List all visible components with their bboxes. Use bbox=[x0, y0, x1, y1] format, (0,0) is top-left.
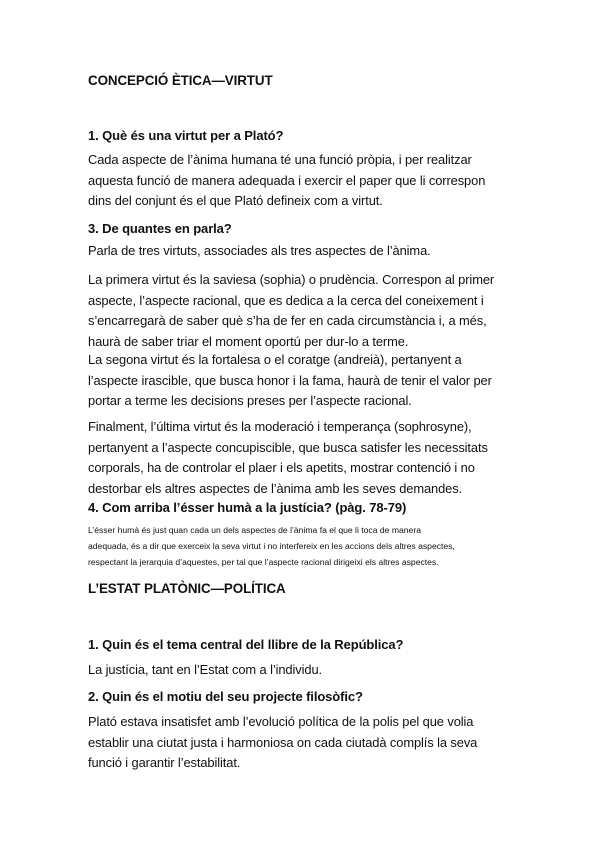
paragraph-ultima-virtut bbox=[88, 417, 548, 499]
paragraph-line: destorbar els altres aspectes de l’ànima amb les seves demandes. bbox=[88, 480, 463, 496]
answer-line: aquesta funció de manera adequada i exercir el paper que li correspon bbox=[88, 172, 486, 188]
question-2-motiu: 2. Quin és el motiu del seu projecte filosòfic? bbox=[88, 689, 363, 704]
paragraph-primera-virtut bbox=[88, 270, 548, 352]
answer-line: respectant la jerarquia d’aquestes, per tal que l’aspecte racional dirigeixi els altres aspectes. bbox=[88, 557, 439, 568]
paragraph-line: corporals, ha de controlar el plaer i els apetits, mostrar contenció i no bbox=[88, 460, 475, 475]
paragraph-line: pertanyent a l’aspecte concupiscible, que busca satisfer les necessitats bbox=[88, 439, 488, 455]
question-1-virtut: 1. Què és una virtut per a Plató? bbox=[88, 128, 284, 143]
answer-line: Cada aspecte de l’ànima humana té una funció pròpia, i per realitzar bbox=[88, 152, 472, 167]
paragraph-line: s’encarregarà de saber què s’ha de fer en cada circumstància i, a més, bbox=[88, 313, 487, 328]
answer-line: Plató estava insatisfet amb l’evolució política de la polis pel que volia bbox=[88, 714, 474, 729]
answer-3-quantes bbox=[88, 241, 548, 262]
answer-line: La justícia, tant en l’Estat com a l’individu. bbox=[88, 662, 322, 677]
question-1-tema: 1. Quin és el tema central del llibre de la República? bbox=[88, 637, 404, 652]
answer-4-justicia bbox=[88, 522, 548, 571]
answer-line: dins del conjunt és el que Plató defineix com a virtut. bbox=[88, 193, 383, 208]
answer-line: funció i garantir l’estabilitat. bbox=[88, 755, 241, 770]
paragraph-line: La segona virtut és la fortalesa o el coratge (andreià), pertanyent a bbox=[88, 352, 462, 367]
answer-line: Parla de tres virtuts, associades als tres aspectes de l’ànima. bbox=[88, 243, 431, 258]
answer-line: L’ésser humà és just quan cada un dels aspectes de l’ànima fa el que li toca de manera bbox=[88, 525, 421, 535]
answer-line: establir una ciutat justa i harmoniosa on cada ciutadà complís la seva bbox=[88, 734, 478, 750]
section-title-politica: L’ESTAT PLATÒNIC—POLÍTICA bbox=[88, 581, 286, 596]
question-3-quantes: 3. De quantes en parla? bbox=[88, 221, 232, 236]
section-title-etica: CONCEPCIÓ ÈTICA—VIRTUT bbox=[88, 73, 273, 88]
paragraph-line: La primera virtut és la saviesa (sophia) o prudència. Correspon al primer bbox=[88, 272, 495, 287]
answer-2-motiu bbox=[88, 712, 548, 774]
answer-1-tema bbox=[88, 660, 548, 681]
paragraph-line: portar a terme les decisions preses per l’aspecte racional. bbox=[88, 393, 412, 408]
answer-line: adequada, és a dir que exerceix la seva virtut i no interfereix en les accions dels altres aspectes, bbox=[88, 541, 455, 552]
paragraph-line: Finalment, l’última virtut és la moderació i temperança (sophrosyne), bbox=[88, 419, 472, 434]
paragraph-line: l’aspecte irascible, que busca honor i la fama, haurà de tenir el valor per bbox=[88, 372, 492, 388]
paragraph-line: aspecte, l’aspecte racional, que es dedica a la cerca del coneixement i bbox=[88, 292, 484, 308]
question-4-justicia: 4. Com arriba l’ésser humà a la justícia? (pàg. 78-79) bbox=[88, 500, 407, 515]
paragraph-line: haurà de saber triar el moment oportú per dur-lo a terme. bbox=[88, 333, 409, 349]
paragraph-segona-virtut bbox=[88, 350, 548, 412]
answer-1-virtut bbox=[88, 150, 548, 212]
